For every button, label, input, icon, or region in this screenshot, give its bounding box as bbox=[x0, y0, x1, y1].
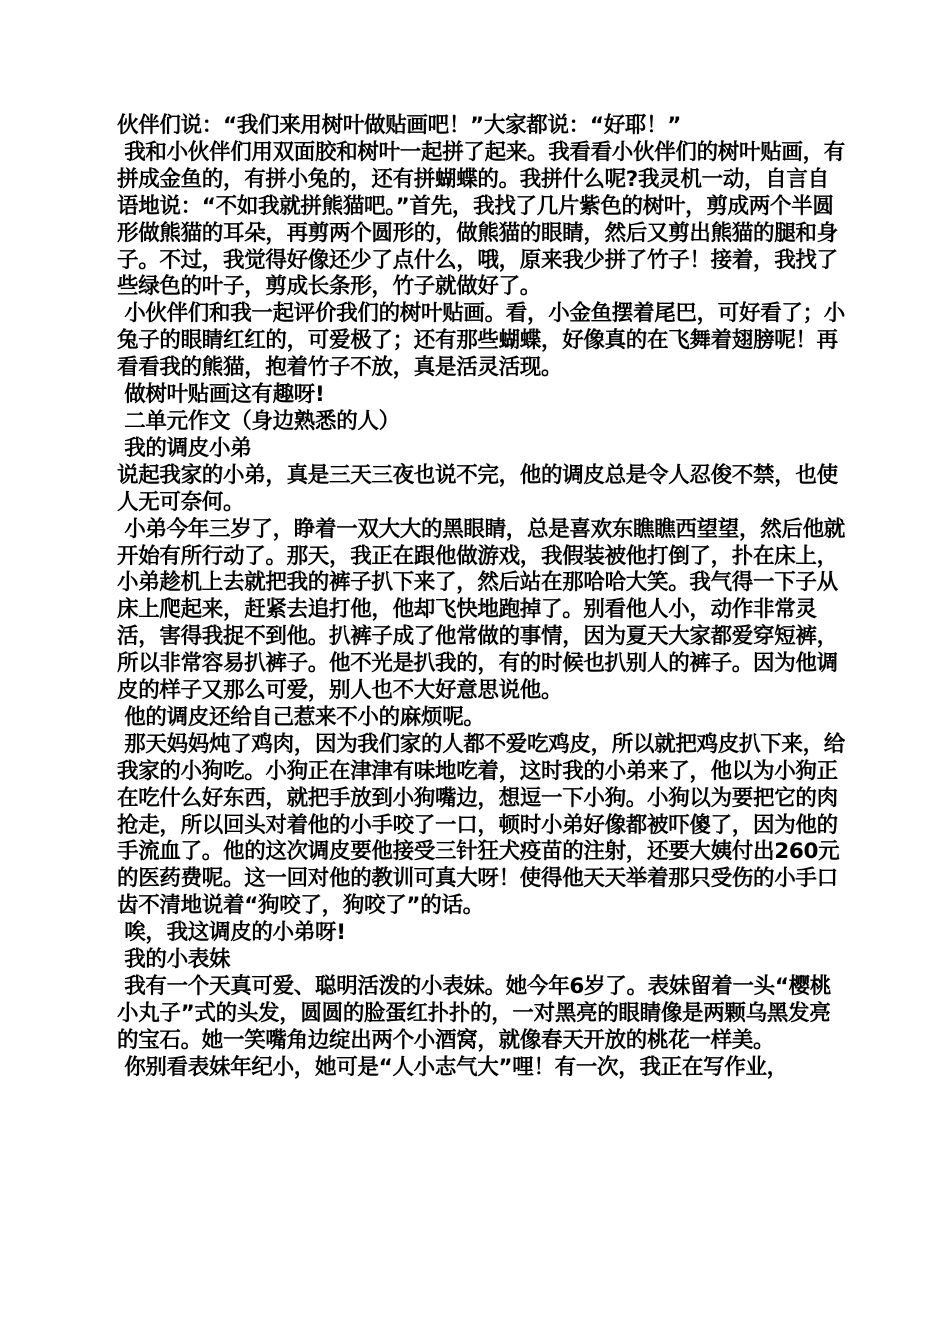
paragraph-brother-conclusion: 唉，我这调皮的小弟呀! bbox=[117, 920, 346, 946]
paragraph-brother-intro: 说起我家的小弟，真是三天三夜也说不完，他的调皮总是令人忍俊不禁，也使人无可奈何。 bbox=[117, 462, 838, 515]
paragraph-collage-conclusion: 做树叶贴画这有趣呀! bbox=[117, 382, 325, 408]
paragraph-evaluating-collages: 小伙伴们和我一起评价我们的树叶贴画。看，小金鱼摆着尾巴，可好看了；小兔子的眼睛红红的，可爱极了；还有那些蝴蝶，好像真的在飞舞着翅膀呢！再看看我的熊猫，抱着竹子不放，真是活灵活现。 bbox=[117, 301, 845, 381]
paragraph-cousin-ambition: 你别看表妹年纪小，她可是“人小志气大”哩！有一次，我正在写作业， bbox=[117, 1054, 788, 1080]
paragraph-leaf-collage-intro: 伙伴们说：“我们来用树叶做贴画吧！”大家都说：“好耶！” bbox=[117, 113, 682, 138]
paragraph-brother-pranks: 小弟今年三岁了，睁着一双大大的黑眼睛，总是喜欢东瞧瞧西望望，然后他就开始有所行动了。那天，我正在跟他做游戏，我假装被他打倒了，扑在床上，小弟趁机上去就把我的裤子扒下来了，然后站在那哈哈大笑。我气得一下子从床上爬起来，赶紧去追打他，他却飞快地跑掉了。别看他人小，动作非常灵活，害得我捉不到他。扒裤子成了他常做的事情，因为夏天大家都爱穿短裤，所以非常容易扒裤子。他不光是扒我的，有的时候也扒别人的裤子。因为他调皮的样子又那么可爱，别人也不大好意思说他。 bbox=[117, 516, 845, 704]
paragraph-cousin-description: 我有一个天真可爱、聪明活泼的小表妹。她今年6岁了。表妹留着一头“樱桃小丸子”式的头发，圆圆的脸蛋红扑扑的，一对黑亮的眼睛像是两颗乌黑发亮的宝石。她一笑嘴角边绽出两个小酒窝，就像春天开放的桃花一样美。 bbox=[117, 974, 832, 1053]
unit-heading: 二单元作文（身边熟悉的人） bbox=[117, 408, 400, 434]
paragraph-making-panda-collage: 我和小伙伴们用双面胶和树叶一起拼了起来。我看看小伙伴们的树叶贴画，有拼成金鱼的，有拼小兔的，还有拼蝴蝶的。我拼什么呢?我灵机一动，自言自语地说：“不如我就拼熊猫吧。”首先，我找了几片紫色的树叶，剪成两个半圆形做熊猫的耳朵，再剪两个圆形的，做熊猫的眼睛，然后又剪出熊猫的腿和身子。不过，我觉得好像还少了点什么，哦，原来我少拼了竹子！接着，我找了些绿色的叶子，剪成长条形，竹子就做好了。 bbox=[117, 139, 845, 300]
essay-title-naughty-brother: 我的调皮小弟 bbox=[117, 435, 252, 461]
document-text-body bbox=[117, 113, 847, 1082]
paragraph-brother-trouble: 他的调皮还给自己惹来不小的麻烦呢。 bbox=[117, 704, 485, 730]
paragraph-dog-bite-story: 那天妈妈炖了鸡肉，因为我们家的人都不爱吃鸡皮，所以就把鸡皮扒下来，给我家的小狗吃。小狗正在津津有味地吃着，这时我的小弟来了，他以为小狗正在吃什么好东西，就把手放到小狗嘴边，想逗一下小狗。小狗以为要把它的肉抢走，所以回头对着他的小手咬了一口，顿时小弟好像都被吓傻了，因为他的手流血了。他的这次调皮要他接受三针狂犬疫苗的注射，还要大姨付出260元的医药费呢。这一回对他的教训可真大呀！使得他天天举着那只受伤的小手口齿不清地说着“狗咬了，狗咬了”的话。 bbox=[117, 731, 845, 919]
essay-title-little-cousin: 我的小表妹 bbox=[117, 947, 231, 973]
